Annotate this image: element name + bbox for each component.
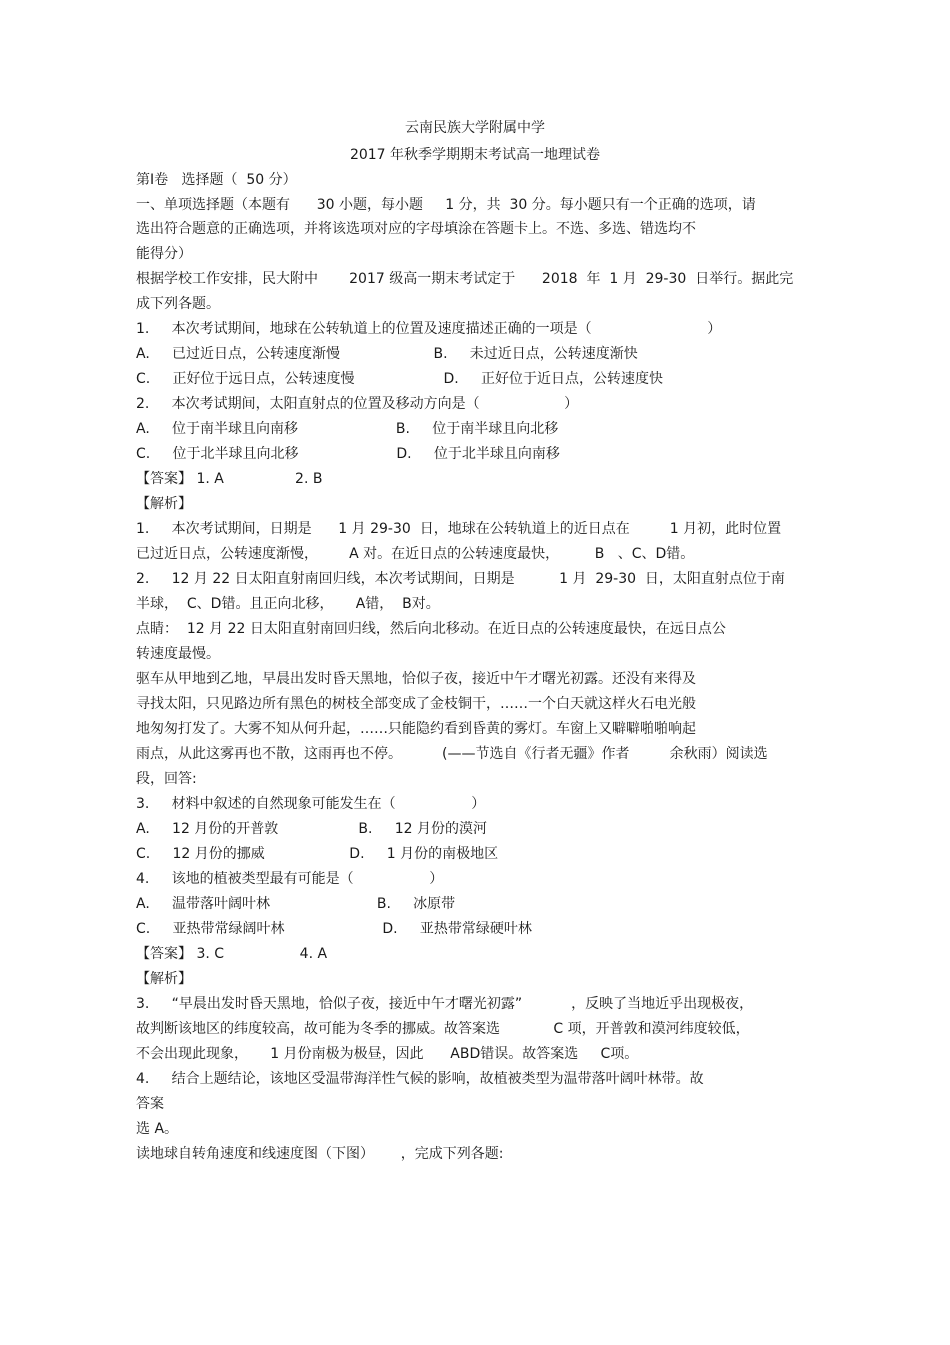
passage-line: 驱车从甲地到乙地，早晨出发时昏天黑地，恰似子夜，接近中午才曙光初露。还没有来得及: [136, 671, 696, 687]
passage-line: 寻找太阳，只见路边所有黑色的树枝全部变成了金枝铜干，……一个白天就这样火石电光般: [136, 696, 696, 712]
question-2-options-cd: C. 位于北半球且向北移 D. 位于北半球且向南移: [136, 446, 560, 462]
passage-line: 地匆匆打发了。大雾不知从何升起，……只能隐约看到昏黄的雾灯。车窗上又噼噼啪啪响起: [136, 721, 696, 737]
text-line: 已过近日点，公转速度渐慢， A 对。在近日点的公转速度最快， B 、C、D错。: [136, 546, 695, 562]
passage-line: 雨点，从此这雾再也不散，这雨再也不停。 (——节选自《行者无疆》作者 余秋雨）阅读选: [136, 746, 768, 762]
exam-title: 2017 年秋季学期期末考试高一地理试卷: [349, 147, 601, 163]
analysis-heading: 【解析】: [136, 496, 192, 512]
question-4: 4. 该地的植被类型最有可能是（ ）: [136, 871, 444, 887]
answer-line: 【答案】 1. A 2. B: [136, 471, 323, 487]
question-3-options-cd: C. 12 月份的挪威 D. 1 月份的南极地区: [136, 846, 499, 862]
school-name: 云南民族大学附属中学: [405, 120, 545, 136]
text-line: 一、单项选择题（本题有 30 小题，每小题 1 分，共 30 分。每小题只有一个正确的选项，请: [136, 197, 756, 213]
text-line: 3. “早晨出发时昏天黑地，恰似子夜，接近中午才曙光初露” ，反映了当地近乎出现极夜，: [136, 996, 754, 1012]
text-line: 能得分）: [136, 246, 192, 262]
text-line: 1. 本次考试期间，日期是 1 月 29-30 日，地球在公转轨道上的近日点在 1 月初，此时位置: [136, 521, 782, 537]
question-2: 2. 本次考试期间，太阳直射点的位置及移动方向是（ ）: [136, 396, 579, 412]
text-line: 成下列各题。: [136, 296, 220, 312]
text-line: 4. 结合上题结论，该地区受温带海洋性气候的影响，故植被类型为温带落叶阔叶林带。故: [136, 1071, 704, 1087]
text-line: 选 A。: [136, 1121, 179, 1137]
question-1-options-ab: A. 已过近日点，公转速度渐慢 B. 未过近日点，公转速度渐快: [136, 346, 638, 362]
text-line: 2. 12 月 22 日太阳直射南回归线，本次考试期间，日期是 1 月 29-30 日，太阳直射点位于南: [136, 571, 785, 587]
analysis-heading: 【解析】: [136, 971, 192, 987]
text-line: 故判断该地区的纬度较高，故可能为冬季的挪威。故答案选 C 项，开普敦和漠河纬度较低，: [136, 1021, 750, 1037]
text-line: 答案: [136, 1096, 164, 1112]
question-4-options-ab: A. 温带落叶阔叶林 B. 冰原带: [136, 896, 456, 912]
question-3: 3. 材料中叙述的自然现象可能发生在（ ）: [136, 796, 486, 812]
section-heading: 第Ⅰ卷 选择题（ 50 分）: [136, 172, 297, 188]
question-1-options-cd: C. 正好位于远日点，公转速度慢 D. 正好位于近日点，公转速度快: [136, 371, 663, 387]
text-line: 选出符合题意的正确选项，并将该选项对应的字母填涂在答题卡上。不选、多选、错选均不: [136, 221, 696, 237]
text-line: 点睛： 12 月 22 日太阳直射南回归线，然后向北移动。在近日点的公转速度最快，在远日点公: [136, 621, 726, 637]
passage-line: 段，回答:: [136, 771, 197, 787]
text-line: 根据学校工作安排，民大附中 2017 级高一期末考试定于 2018 年 1 月 29-30 日举行。据此完: [136, 271, 794, 287]
question-4-options-cd: C. 亚热带常绿阔叶林 D. 亚热带常绿硬叶林: [136, 921, 532, 937]
text-line: 不会出现此现象， 1 月份南极为极昼，因此 ABD错误。故答案选 C项。: [136, 1046, 639, 1062]
text-line: 转速度最慢。: [136, 646, 220, 662]
question-1: 1. 本次考试期间，地球在公转轨道上的位置及速度描述正确的一项是（ ）: [136, 321, 722, 337]
text-line: 半球， C、D错。且正向北移， A错， B对。: [136, 596, 440, 612]
answer-line: 【答案】 3. C 4. A: [136, 946, 328, 962]
text-line: 读地球自转角速度和线速度图（下图） ，完成下列各题:: [136, 1146, 504, 1162]
question-2-options-ab: A. 位于南半球且向南移 B. 位于南半球且向北移: [136, 421, 559, 437]
question-3-options-ab: A. 12 月份的开普敦 B. 12 月份的漠河: [136, 821, 487, 837]
